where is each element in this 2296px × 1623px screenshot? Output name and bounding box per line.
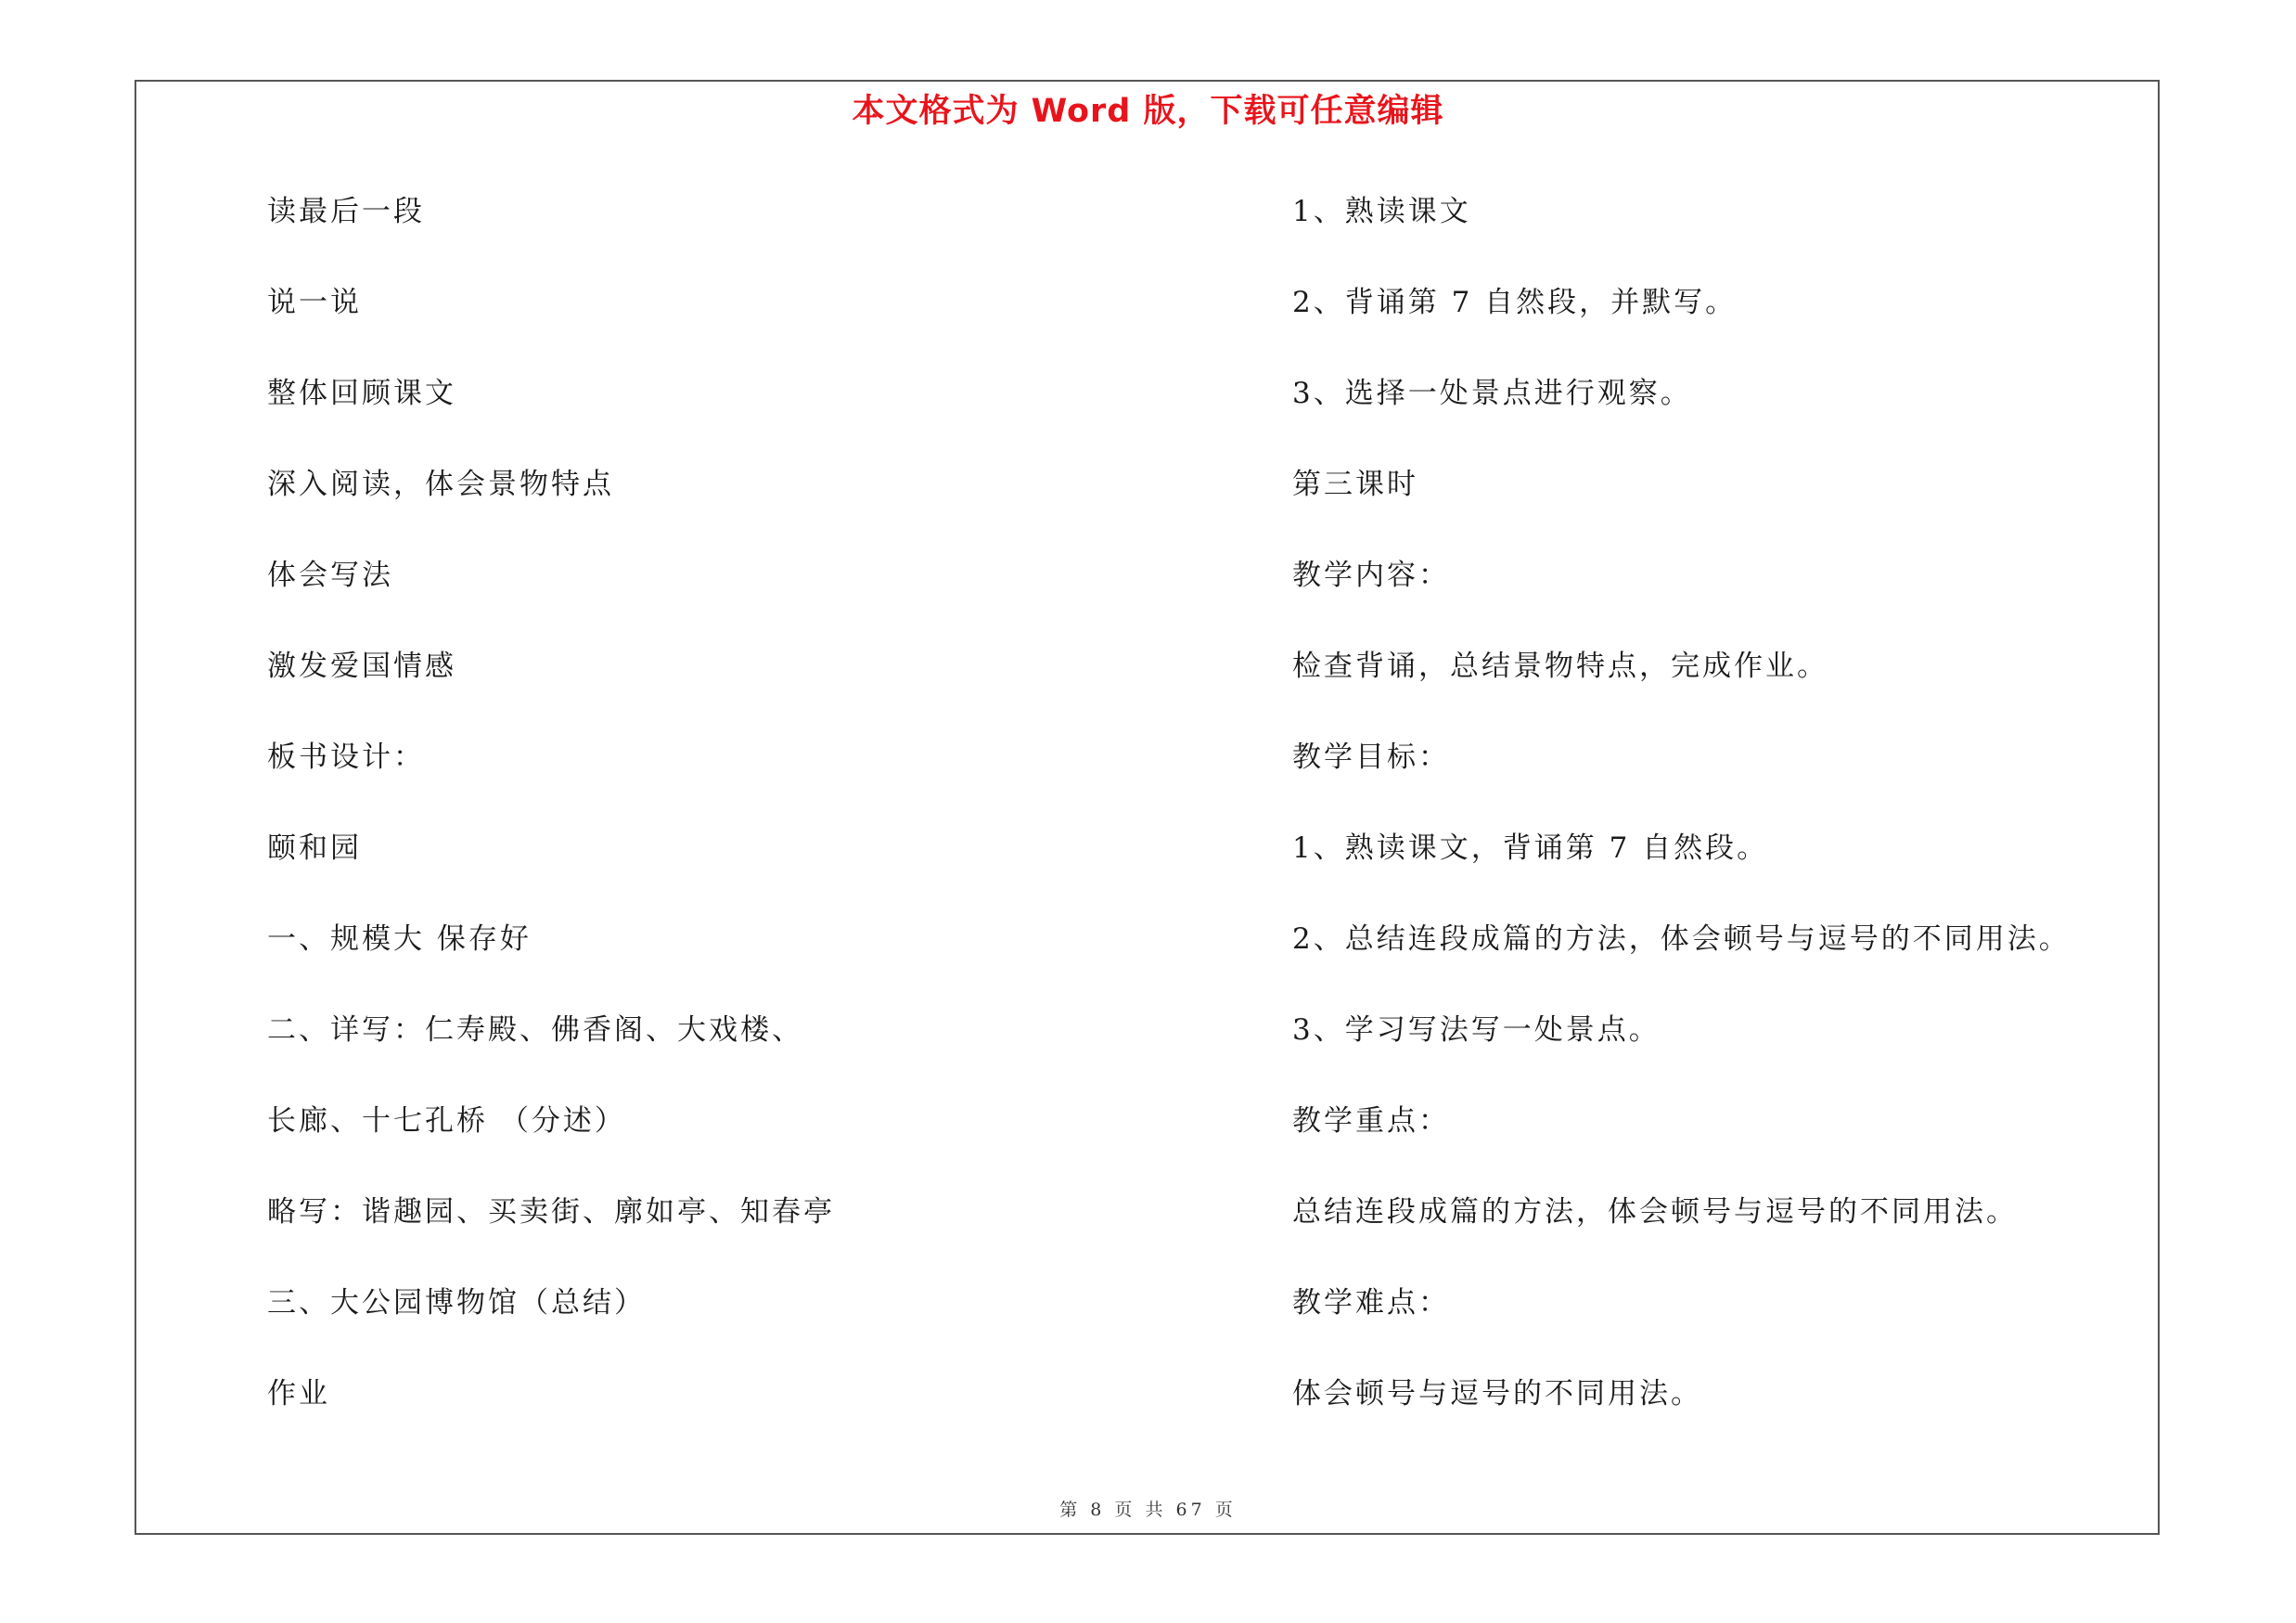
right-line: 教学内容： xyxy=(1292,559,1450,592)
right-line: 教学难点： xyxy=(1292,1286,1450,1320)
right-line: 2、总结连段成篇的方法，体会顿号与逗号的不同用法。 xyxy=(1292,922,2071,956)
right-line: 体会顿号与逗号的不同用法。 xyxy=(1292,1377,1702,1410)
right-line: 检查背诵，总结景物特点，完成作业。 xyxy=(1292,650,1828,683)
left-line: 激发爱国情感 xyxy=(267,650,456,683)
right-line: 总结连段成篇的方法，体会顿号与逗号的不同用法。 xyxy=(1292,1195,2018,1229)
right-column xyxy=(1292,184,2127,1457)
left-line: 一、规模大 保存好 xyxy=(267,922,532,956)
left-line: 颐和园 xyxy=(267,831,362,865)
format-banner: 本文格式为 Word 版，下载可任意编辑 xyxy=(852,93,1444,130)
left-column xyxy=(267,184,1241,1457)
left-line: 二、详写：仁寿殿、佛香阁、大戏楼、 xyxy=(267,1013,803,1047)
left-line: 略写：谐趣园、买卖街、廓如亭、知春亭 xyxy=(267,1195,835,1229)
right-line: 3、学习写法写一处景点。 xyxy=(1292,1013,1661,1047)
left-line: 体会写法 xyxy=(267,559,393,592)
left-line: 说一说 xyxy=(267,286,362,319)
left-line: 整体回顾课文 xyxy=(267,377,456,410)
right-line: 教学重点： xyxy=(1292,1104,1450,1138)
left-line: 读最后一段 xyxy=(267,195,425,228)
left-line: 长廊、十七孔桥 （分述） xyxy=(267,1104,626,1138)
right-line: 教学目标： xyxy=(1292,741,1450,774)
right-line: 1、熟读课文 xyxy=(1292,195,1471,228)
left-line: 板书设计： xyxy=(267,741,425,774)
left-line: 深入阅读，体会景物特点 xyxy=(267,468,614,501)
right-line: 3、选择一处景点进行观察。 xyxy=(1292,377,1692,410)
right-line: 2、背诵第 7 自然段，并默写。 xyxy=(1292,286,1738,319)
left-line: 三、大公园博物馆（总结） xyxy=(267,1286,646,1320)
right-line: 1、熟读课文，背诵第 7 自然段。 xyxy=(1292,831,1769,865)
page-number: 第 8 页 共 67 页 xyxy=(1059,1500,1237,1520)
left-line: 作业 xyxy=(267,1377,330,1410)
right-line: 第三课时 xyxy=(1292,468,1418,501)
